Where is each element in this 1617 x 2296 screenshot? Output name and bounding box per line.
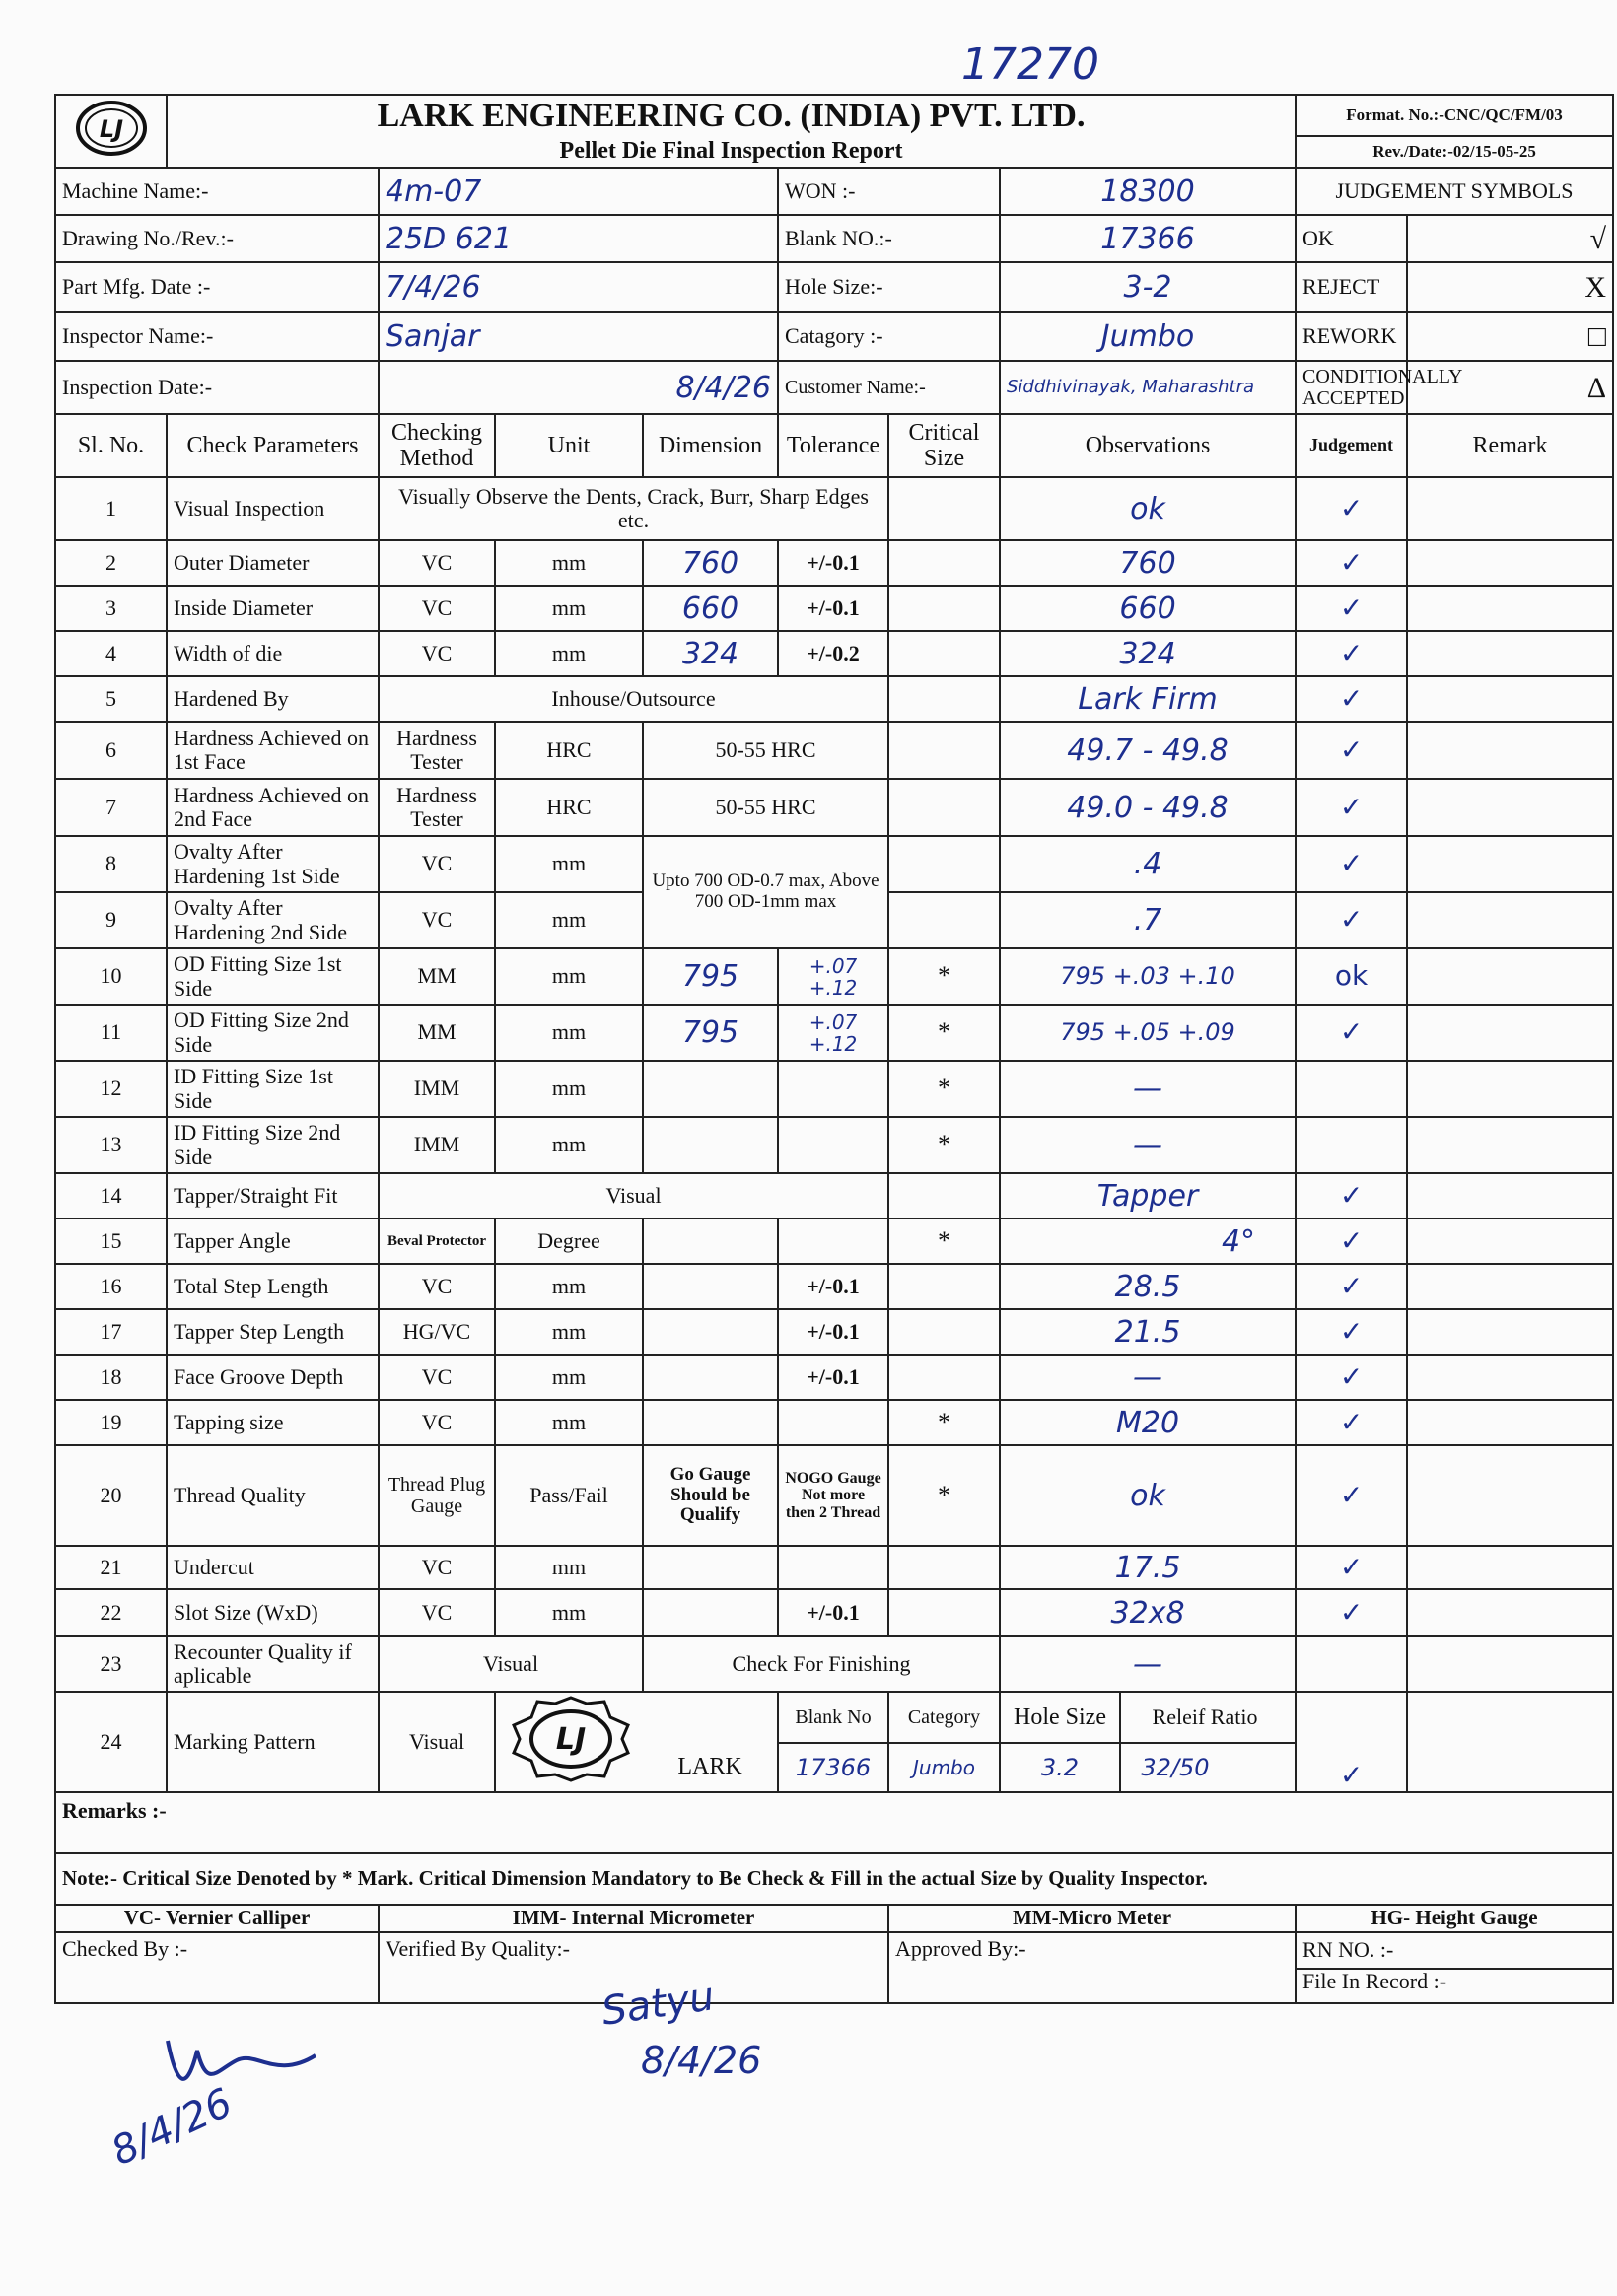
checked-by-label: Checked By :- xyxy=(55,1932,379,2003)
check-parameter: Tapper/Straight Fit xyxy=(167,1173,379,1218)
blank-no-value: 17366 xyxy=(1000,215,1296,262)
unit: mm xyxy=(495,1309,643,1355)
unit: mm xyxy=(495,892,643,948)
col-unit: Unit xyxy=(495,414,643,477)
mfg-date-value: 7/4/26 xyxy=(379,262,778,312)
marking-header-blank-no: Blank No xyxy=(778,1692,888,1743)
checking-method: VC xyxy=(379,586,495,631)
sl-no: 7 xyxy=(55,779,167,836)
judgement-mark: ✓ xyxy=(1296,1400,1407,1445)
tolerance: +/-0.1 xyxy=(778,1355,888,1400)
tolerance: NOGO Gauge Not more then 2 Thread xyxy=(778,1445,888,1546)
unit: mm xyxy=(495,836,643,892)
observation: — xyxy=(1000,1061,1296,1117)
machine-name-value: 4m-07 xyxy=(379,168,778,215)
file-in-record-label: File In Record :- xyxy=(1296,1969,1613,2003)
sl-no: 23 xyxy=(55,1636,167,1692)
col-tolerance: Tolerance xyxy=(778,414,888,477)
top-handwritten-number: 17270 xyxy=(961,39,1099,90)
table-row xyxy=(55,1636,1613,1692)
sl-no: 10 xyxy=(55,948,167,1005)
judgement-mark: ✓ xyxy=(1296,1589,1407,1636)
check-parameter: Ovalty After Hardening 1st Side xyxy=(167,836,379,892)
checking-method: VC xyxy=(379,892,495,948)
judgement-mark: ✓ xyxy=(1296,586,1407,631)
tolerance: +.07 +.12 xyxy=(778,948,888,1005)
table-row xyxy=(55,779,1613,836)
tolerance: +/-0.1 xyxy=(778,1589,888,1636)
unit: Pass/Fail xyxy=(495,1445,643,1546)
table-row xyxy=(55,1445,1613,1546)
hole-size-value: 3-2 xyxy=(1000,262,1296,312)
won-label: WON :- xyxy=(778,168,1000,215)
table-row xyxy=(55,1218,1613,1264)
observation: .4 xyxy=(1000,836,1296,892)
tolerance: +/-0.1 xyxy=(778,540,888,586)
check-parameter: OD Fitting Size 1st Side xyxy=(167,948,379,1005)
col-checking-method: Checking Method xyxy=(379,414,495,477)
specification: Visual xyxy=(379,1173,888,1218)
observation: 17.5 xyxy=(1000,1546,1296,1589)
specification: 50-55 HRC xyxy=(643,779,888,836)
observation: Tapper xyxy=(1000,1173,1296,1218)
sl-no: 8 xyxy=(55,836,167,892)
unit: mm xyxy=(495,948,643,1005)
checking-method: VC xyxy=(379,1546,495,1589)
unit: mm xyxy=(495,1400,643,1445)
check-parameter: Slot Size (WxD) xyxy=(167,1589,379,1636)
sl-no: 24 xyxy=(55,1692,167,1792)
table-row xyxy=(55,1061,1613,1117)
dimension: 660 xyxy=(643,586,778,631)
judgement-mark: ✓ xyxy=(1296,1173,1407,1218)
sl-no: 3 xyxy=(55,586,167,631)
table-row xyxy=(55,1692,1613,1743)
marking-header-category: Category xyxy=(888,1692,1000,1743)
sl-no: 12 xyxy=(55,1061,167,1117)
checking-method: Visual xyxy=(379,1692,495,1792)
tolerance: +/-0.1 xyxy=(778,1309,888,1355)
checking-method: VC xyxy=(379,1589,495,1636)
legend-hg: HG- Height Gauge xyxy=(1296,1905,1613,1932)
observation: Lark Firm xyxy=(1000,676,1296,722)
checked-by-signature xyxy=(148,2031,325,2111)
category-label: Catagory :- xyxy=(778,312,1000,361)
dimension: 760 xyxy=(643,540,778,586)
check-parameter: ID Fitting Size 2nd Side xyxy=(167,1117,379,1173)
dimension: 795 xyxy=(643,948,778,1005)
check-parameter: Hardness Achieved on 1st Face xyxy=(167,722,379,779)
remarks-label: Remarks :- xyxy=(55,1792,1613,1853)
marking-relief-ratio: 32/50 xyxy=(1141,1754,1210,1781)
check-parameter: Thread Quality xyxy=(167,1445,379,1546)
observation: 795 +.03 +.10 xyxy=(1000,948,1296,1005)
table-row xyxy=(55,836,1613,892)
company-logo xyxy=(55,95,167,168)
table-row xyxy=(55,1355,1613,1400)
table-row xyxy=(55,1400,1613,1445)
table-row xyxy=(55,477,1613,540)
sl-no: 17 xyxy=(55,1309,167,1355)
check-parameter: Marking Pattern xyxy=(167,1692,379,1792)
check-parameter: Hardened By xyxy=(167,676,379,722)
category-value: Jumbo xyxy=(1000,312,1296,361)
judgement-mark: ✓ xyxy=(1296,1355,1407,1400)
legend-imm: IMM- Internal Micrometer xyxy=(379,1905,888,1932)
legend-vc: VC- Vernier Calliper xyxy=(55,1905,379,1932)
sl-no: 16 xyxy=(55,1264,167,1309)
marking-value-group xyxy=(1000,1743,1296,1792)
table-row xyxy=(55,540,1613,586)
checking-method: VC xyxy=(379,1355,495,1400)
marking-blank-no: 17366 xyxy=(778,1743,888,1792)
judgement-mark: ✓ xyxy=(1296,631,1407,676)
sl-no: 18 xyxy=(55,1355,167,1400)
check-parameter: Ovalty After Hardening 2nd Side xyxy=(167,892,379,948)
verified-by-date: 8/4/26 xyxy=(641,2039,762,2082)
checking-method: MM xyxy=(379,1005,495,1061)
observation: 795 +.05 +.09 xyxy=(1000,1005,1296,1061)
check-parameter: OD Fitting Size 2nd Side xyxy=(167,1005,379,1061)
symbol-ok: √ xyxy=(1407,215,1613,262)
marking-logo xyxy=(495,1692,643,1792)
observation: 324 xyxy=(1000,631,1296,676)
observation: 49.0 - 49.8 xyxy=(1000,779,1296,836)
judgement-mark: ✓ xyxy=(1296,1309,1407,1355)
tolerance: +/-0.1 xyxy=(778,586,888,631)
symbol-reject-label: REJECT xyxy=(1296,262,1407,312)
inspection-report xyxy=(54,94,1607,2004)
marking-header-hole-size: Hole Size xyxy=(1001,1693,1121,1742)
sl-no: 13 xyxy=(55,1117,167,1173)
observation: 760 xyxy=(1000,540,1296,586)
check-parameter: Hardness Achieved on 2nd Face xyxy=(167,779,379,836)
judgement-mark: ✓ xyxy=(1296,1005,1407,1061)
verified-by-label: Verified By Quality:- xyxy=(379,1932,888,2003)
unit: HRC xyxy=(495,722,643,779)
judgement-mark: ✓ xyxy=(1296,1445,1407,1546)
checking-method: VC xyxy=(379,836,495,892)
inspector-name-label: Inspector Name:- xyxy=(55,312,379,361)
judgement-symbols-title: JUDGEMENT SYMBOLS xyxy=(1296,168,1613,215)
judgement-mark: ✓ xyxy=(1296,1692,1407,1792)
observation: — xyxy=(1000,1355,1296,1400)
unit: mm xyxy=(495,1546,643,1589)
unit: mm xyxy=(495,586,643,631)
sl-no: 1 xyxy=(55,477,167,540)
unit: Degree xyxy=(495,1218,643,1264)
table-row xyxy=(55,948,1613,1005)
observation: 32x8 xyxy=(1000,1589,1296,1636)
check-parameter: ID Fitting Size 1st Side xyxy=(167,1061,379,1117)
critical-size-note: Note:- Critical Size Denoted by * Mark. Critical Dimension Mandatory to Be Check & Fill in the actual Size by Quality Inspector. xyxy=(55,1853,1613,1905)
critical-mark: * xyxy=(888,948,1000,1005)
mfg-date-label: Part Mfg. Date :- xyxy=(55,262,379,312)
check-parameter: Outer Diameter xyxy=(167,540,379,586)
checking-method: VC xyxy=(379,631,495,676)
checking-method: Thread Plug Gauge xyxy=(379,1445,495,1546)
checking-method: Visual xyxy=(379,1636,643,1692)
won-value: 18300 xyxy=(1000,168,1296,215)
blank-no-label: Blank NO.:- xyxy=(778,215,1000,262)
legend-mm: MM-Micro Meter xyxy=(888,1905,1296,1932)
check-parameter: Inside Diameter xyxy=(167,586,379,631)
observation: 4° xyxy=(1000,1218,1296,1264)
checking-method: VC xyxy=(379,1264,495,1309)
drawing-no-value: 25D 621 xyxy=(379,215,778,262)
table-row xyxy=(55,1309,1613,1355)
critical-mark: * xyxy=(888,1400,1000,1445)
sl-no: 19 xyxy=(55,1400,167,1445)
checking-method: VC xyxy=(379,1400,495,1445)
specification: 50-55 HRC xyxy=(643,722,888,779)
check-parameter: Tapping size xyxy=(167,1400,379,1445)
sl-no: 15 xyxy=(55,1218,167,1264)
col-dimension: Dimension xyxy=(643,414,778,477)
sl-no: 2 xyxy=(55,540,167,586)
format-number: Format. No.:-CNC/QC/FM/03 xyxy=(1296,95,1613,136)
critical-mark: * xyxy=(888,1061,1000,1117)
observation: ok xyxy=(1000,477,1296,540)
hole-size-label: Hole Size:- xyxy=(778,262,1000,312)
critical-mark: * xyxy=(888,1117,1000,1173)
verified-by-signature: Satyu xyxy=(598,1974,718,2035)
col-sl-no: Sl. No. xyxy=(55,414,167,477)
report-title: Pellet Die Final Inspection Report xyxy=(167,136,1296,168)
specification: Check For Finishing xyxy=(643,1636,1000,1692)
check-parameter: Tapper Step Length xyxy=(167,1309,379,1355)
sl-no: 6 xyxy=(55,722,167,779)
judgement-mark: ✓ xyxy=(1296,1546,1407,1589)
judgement-mark: ✓ xyxy=(1296,722,1407,779)
symbol-rework-label: REWORK xyxy=(1296,312,1407,361)
checking-method: VC xyxy=(379,540,495,586)
dimension: 795 xyxy=(643,1005,778,1061)
judgement-mark: ✓ xyxy=(1296,540,1407,586)
table-row xyxy=(55,1264,1613,1309)
check-parameter: Visual Inspection xyxy=(167,477,379,540)
specification: Visually Observe the Dents, Crack, Burr, Sharp Edges etc. xyxy=(379,477,888,540)
symbol-ok-label: OK xyxy=(1296,215,1407,262)
checking-method: IMM xyxy=(379,1117,495,1173)
table-row xyxy=(55,1117,1613,1173)
drawing-no-label: Drawing No./Rev.:- xyxy=(55,215,379,262)
tolerance: +/-0.1 xyxy=(778,1264,888,1309)
unit: mm xyxy=(495,540,643,586)
critical-mark: * xyxy=(888,1218,1000,1264)
table-row xyxy=(55,586,1613,631)
sl-no: 9 xyxy=(55,892,167,948)
logo-icon xyxy=(72,98,151,159)
critical-mark: * xyxy=(888,1445,1000,1546)
marking-header-relief-ratio: Releif Ratio xyxy=(1152,1705,1258,1729)
table-row xyxy=(55,1546,1613,1589)
inspection-date-label: Inspection Date:- xyxy=(55,361,379,414)
checking-method: Hardness Tester xyxy=(379,779,495,836)
check-parameter: Width of die xyxy=(167,631,379,676)
unit: mm xyxy=(495,1005,643,1061)
symbol-conditional-label: CONDITIONALLY ACCEPTED xyxy=(1296,361,1407,414)
sl-no: 22 xyxy=(55,1589,167,1636)
marking-logo-icon xyxy=(502,1694,640,1784)
customer-name-value: Siddhivinayak, Maharashtra xyxy=(1000,361,1296,414)
table-row xyxy=(55,1589,1613,1636)
company-name: LARK ENGINEERING CO. (INDIA) PVT. LTD. xyxy=(167,95,1296,136)
critical-mark: * xyxy=(888,1005,1000,1061)
judgement-mark: ✓ xyxy=(1296,836,1407,892)
customer-name-label: Customer Name:- xyxy=(778,361,1000,414)
observation: 28.5 xyxy=(1000,1264,1296,1309)
checked-by-date: 8/4/26 xyxy=(105,2079,240,2176)
marking-hole-size: 3.2 xyxy=(1001,1744,1121,1791)
check-parameter: Total Step Length xyxy=(167,1264,379,1309)
observation: .7 xyxy=(1000,892,1296,948)
check-parameter: Tapper Angle xyxy=(167,1218,379,1264)
observation: ok xyxy=(1000,1445,1296,1546)
unit: mm xyxy=(495,1355,643,1400)
col-observations: Observations xyxy=(1000,414,1296,477)
approved-by-label: Approved By:- xyxy=(888,1932,1296,2003)
judgement-mark: ✓ xyxy=(1296,1218,1407,1264)
unit: mm xyxy=(495,1117,643,1173)
sl-no: 5 xyxy=(55,676,167,722)
marking-header-group xyxy=(1000,1692,1296,1743)
observation: — xyxy=(1000,1636,1296,1692)
sl-no: 4 xyxy=(55,631,167,676)
col-remark: Remark xyxy=(1407,414,1613,477)
symbol-rework: □ xyxy=(1407,312,1613,361)
sl-no: 20 xyxy=(55,1445,167,1546)
check-parameter: Undercut xyxy=(167,1546,379,1589)
judgement-mark: ✓ xyxy=(1296,676,1407,722)
dimension: Go Gauge Should be Qualify xyxy=(643,1445,778,1546)
table-row xyxy=(55,1005,1613,1061)
rn-no-label: RN NO. :- xyxy=(1296,1932,1613,1969)
observation: M20 xyxy=(1000,1400,1296,1445)
checking-method: Hardness Tester xyxy=(379,722,495,779)
ovalty-specification: Upto 700 OD-0.7 max, Above 700 OD-1mm max xyxy=(643,836,888,948)
table-row xyxy=(55,722,1613,779)
sl-no: 21 xyxy=(55,1546,167,1589)
checking-method: HG/VC xyxy=(379,1309,495,1355)
observation: 21.5 xyxy=(1000,1309,1296,1355)
dimension: 324 xyxy=(643,631,778,676)
unit: mm xyxy=(495,631,643,676)
marking-category: Jumbo xyxy=(888,1743,1000,1792)
inspection-date-value: 8/4/26 xyxy=(379,361,778,414)
specification: Inhouse/Outsource xyxy=(379,676,888,722)
checking-method: IMM xyxy=(379,1061,495,1117)
judgement-mark: ✓ xyxy=(1296,892,1407,948)
observation: — xyxy=(1000,1117,1296,1173)
judgement-mark: ✓ xyxy=(1296,477,1407,540)
table-row xyxy=(55,1173,1613,1218)
col-critical-size: Critical Size xyxy=(888,414,1000,477)
symbol-reject: X xyxy=(1407,262,1613,312)
sl-no: 14 xyxy=(55,1173,167,1218)
unit: mm xyxy=(495,1061,643,1117)
signature-scribble-icon xyxy=(148,2031,325,2100)
check-parameter: Face Groove Depth xyxy=(167,1355,379,1400)
observation: 660 xyxy=(1000,586,1296,631)
judgement-mark: ok xyxy=(1296,948,1407,1005)
check-parameter: Recounter Quality if aplicable xyxy=(167,1636,379,1692)
checking-method: Beval Protector xyxy=(379,1218,495,1264)
judgement-mark: ✓ xyxy=(1296,1264,1407,1309)
inspector-name-value: Sanjar xyxy=(379,312,778,361)
tolerance: +/-0.2 xyxy=(778,631,888,676)
checking-method: MM xyxy=(379,948,495,1005)
revision-date: Rev./Date:-02/15-05-25 xyxy=(1296,136,1613,168)
col-check-parameters: Check Parameters xyxy=(167,414,379,477)
marking-lark-text: LARK xyxy=(643,1743,778,1792)
svg-text:LJ: LJ xyxy=(555,1722,587,1758)
symbol-conditional: Δ xyxy=(1407,361,1613,414)
unit: mm xyxy=(495,1264,643,1309)
unit: HRC xyxy=(495,779,643,836)
observation: 49.7 - 49.8 xyxy=(1000,722,1296,779)
sl-no: 11 xyxy=(55,1005,167,1061)
col-judgement: Judgement xyxy=(1296,414,1407,477)
judgement-mark: ✓ xyxy=(1296,779,1407,836)
machine-name-label: Machine Name:- xyxy=(55,168,379,215)
unit: mm xyxy=(495,1589,643,1636)
svg-text:LJ: LJ xyxy=(99,115,123,144)
table-row xyxy=(55,676,1613,722)
table-row xyxy=(55,631,1613,676)
tolerance: +.07 +.12 xyxy=(778,1005,888,1061)
